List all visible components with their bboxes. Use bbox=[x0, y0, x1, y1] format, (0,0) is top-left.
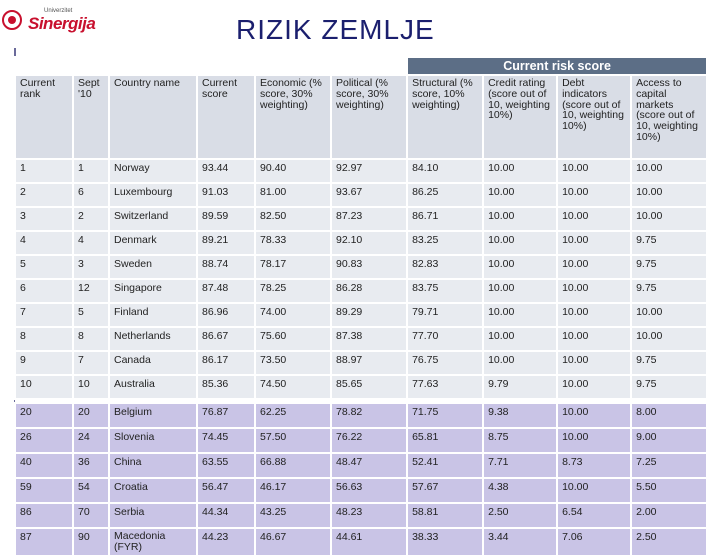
column-header: Current score bbox=[197, 75, 255, 159]
table-cell: 5.50 bbox=[631, 478, 707, 503]
table-cell: 93.67 bbox=[331, 183, 407, 207]
table-cell: 88.74 bbox=[197, 255, 255, 279]
table-row bbox=[15, 428, 707, 453]
table-cell: 79.71 bbox=[407, 303, 483, 327]
table-cell: 10.00 bbox=[557, 327, 631, 351]
table-cell: 89.59 bbox=[197, 207, 255, 231]
table-cell: 38.33 bbox=[407, 528, 483, 556]
table-cell: 54 bbox=[73, 478, 109, 503]
table-cell: 85.65 bbox=[331, 375, 407, 399]
table-cell: 44.23 bbox=[197, 528, 255, 556]
table-cell: 12 bbox=[73, 279, 109, 303]
table-cell: 1 bbox=[15, 159, 73, 183]
table-cell: Finland bbox=[109, 303, 197, 327]
risk-table-container bbox=[14, 56, 706, 557]
table-cell: 8.00 bbox=[631, 403, 707, 428]
table-cell: 10.00 bbox=[557, 351, 631, 375]
table-cell: 7.25 bbox=[631, 453, 707, 478]
table-row bbox=[15, 528, 707, 556]
table-header-row bbox=[15, 75, 707, 159]
table-cell: 8 bbox=[15, 327, 73, 351]
table-cell: 89.29 bbox=[331, 303, 407, 327]
table-cell: 7.71 bbox=[483, 453, 557, 478]
table-cell: China bbox=[109, 453, 197, 478]
table-cell: 7 bbox=[73, 351, 109, 375]
table-cell: 2 bbox=[15, 183, 73, 207]
table-cell: 4 bbox=[73, 231, 109, 255]
table-cell: Macedonia (FYR) bbox=[109, 528, 197, 556]
table-cell: 9.38 bbox=[483, 403, 557, 428]
logo-emblem-icon bbox=[2, 10, 22, 30]
table-cell: 81.00 bbox=[255, 183, 331, 207]
table-cell: 75.60 bbox=[255, 327, 331, 351]
table-row bbox=[15, 375, 707, 399]
table-cell: 85.36 bbox=[197, 375, 255, 399]
band-current-risk-score: Current risk score bbox=[407, 57, 707, 75]
table-cell: 10.00 bbox=[631, 303, 707, 327]
table-cell: 56.47 bbox=[197, 478, 255, 503]
table-cell: 58.81 bbox=[407, 503, 483, 528]
table-cell: 74.00 bbox=[255, 303, 331, 327]
table-cell: 20 bbox=[73, 403, 109, 428]
table-cell: 92.10 bbox=[331, 231, 407, 255]
column-header: Credit rating (score out of 10, weighting 10%) bbox=[483, 75, 557, 159]
table-cell: 20 bbox=[15, 403, 73, 428]
table-cell: Singapore bbox=[109, 279, 197, 303]
table-cell: 83.25 bbox=[407, 231, 483, 255]
table-cell: 70 bbox=[73, 503, 109, 528]
table-cell: 90.83 bbox=[331, 255, 407, 279]
table-cell: 10.00 bbox=[557, 183, 631, 207]
table-cell: 84.10 bbox=[407, 159, 483, 183]
column-header: Political (% score, 30% weighting) bbox=[331, 75, 407, 159]
table-cell: 10.00 bbox=[557, 255, 631, 279]
table-cell: 9.75 bbox=[631, 231, 707, 255]
table-cell: 44.61 bbox=[331, 528, 407, 556]
table-cell: 87 bbox=[15, 528, 73, 556]
table-cell: 7.06 bbox=[557, 528, 631, 556]
table-cell: 86.71 bbox=[407, 207, 483, 231]
table-cell: 63.55 bbox=[197, 453, 255, 478]
table-cell: 3 bbox=[15, 207, 73, 231]
table-cell: 10.00 bbox=[557, 303, 631, 327]
table-cell: Luxembourg bbox=[109, 183, 197, 207]
table-cell: Norway bbox=[109, 159, 197, 183]
column-header: Economic (% score, 30% weighting) bbox=[255, 75, 331, 159]
table-cell: 62.25 bbox=[255, 403, 331, 428]
table-row bbox=[15, 303, 707, 327]
table-row bbox=[15, 503, 707, 528]
table-cell: 3.44 bbox=[483, 528, 557, 556]
table-cell: 9.75 bbox=[631, 351, 707, 375]
table-row bbox=[15, 453, 707, 478]
table-cell: 10.00 bbox=[557, 403, 631, 428]
table-cell: Slovenia bbox=[109, 428, 197, 453]
table-cell: 9.79 bbox=[483, 375, 557, 399]
table-cell: 52.41 bbox=[407, 453, 483, 478]
table-cell: 5 bbox=[73, 303, 109, 327]
table-cell: 56.63 bbox=[331, 478, 407, 503]
table-cell: 10.00 bbox=[483, 351, 557, 375]
table-cell: 10.00 bbox=[557, 375, 631, 399]
table-cell: 2.50 bbox=[631, 528, 707, 556]
column-header: Country name bbox=[109, 75, 197, 159]
table-cell: 10.00 bbox=[483, 231, 557, 255]
table-cell: 26 bbox=[15, 428, 73, 453]
table-cell: 93.44 bbox=[197, 159, 255, 183]
table-row bbox=[15, 159, 707, 183]
band-spacer bbox=[15, 57, 407, 75]
table-cell: 86.96 bbox=[197, 303, 255, 327]
table-cell: 36 bbox=[73, 453, 109, 478]
logo-subtitle: Univerzitet bbox=[44, 8, 73, 14]
table-cell: 57.50 bbox=[255, 428, 331, 453]
table-cell: 8.73 bbox=[557, 453, 631, 478]
table-cell: 10.00 bbox=[483, 183, 557, 207]
table-cell: 10 bbox=[15, 375, 73, 399]
table-cell: 92.97 bbox=[331, 159, 407, 183]
column-header: Structural (% score, 10% weighting) bbox=[407, 75, 483, 159]
table-cell: 10.00 bbox=[631, 207, 707, 231]
table-band-row bbox=[15, 57, 707, 75]
table-cell: 87.48 bbox=[197, 279, 255, 303]
table-cell: 77.70 bbox=[407, 327, 483, 351]
table-cell: 83.75 bbox=[407, 279, 483, 303]
logo-name: Sinergija bbox=[28, 14, 96, 33]
table-cell: 8.75 bbox=[483, 428, 557, 453]
column-header: Access to capital markets (score out of 10, weighting 10%) bbox=[631, 75, 707, 159]
table-cell: 2 bbox=[73, 207, 109, 231]
table-cell: 10 bbox=[73, 375, 109, 399]
table-row bbox=[15, 478, 707, 503]
table-cell: 86.28 bbox=[331, 279, 407, 303]
table-row bbox=[15, 327, 707, 351]
table-cell: Canada bbox=[109, 351, 197, 375]
table-cell: 86.67 bbox=[197, 327, 255, 351]
table-cell: 10.00 bbox=[631, 159, 707, 183]
table-cell: 8 bbox=[73, 327, 109, 351]
table-cell: 76.22 bbox=[331, 428, 407, 453]
table-cell: 78.82 bbox=[331, 403, 407, 428]
table-cell: 73.50 bbox=[255, 351, 331, 375]
table-cell: 10.00 bbox=[557, 279, 631, 303]
table-row bbox=[15, 183, 707, 207]
table-cell: 2.00 bbox=[631, 503, 707, 528]
table-cell: 9.75 bbox=[631, 255, 707, 279]
table-cell: 10.00 bbox=[557, 231, 631, 255]
table-cell: 10.00 bbox=[557, 428, 631, 453]
table-cell: 4 bbox=[15, 231, 73, 255]
table-body bbox=[15, 159, 707, 556]
table-row bbox=[15, 279, 707, 303]
table-cell: 82.83 bbox=[407, 255, 483, 279]
table-cell: Australia bbox=[109, 375, 197, 399]
table-cell: 10.00 bbox=[557, 159, 631, 183]
risk-score-table bbox=[14, 56, 708, 557]
table-cell: 59 bbox=[15, 478, 73, 503]
table-cell: 5 bbox=[15, 255, 73, 279]
table-row bbox=[15, 255, 707, 279]
column-header: Current rank bbox=[15, 75, 73, 159]
table-cell: 78.25 bbox=[255, 279, 331, 303]
table-cell: 76.87 bbox=[197, 403, 255, 428]
table-cell: Serbia bbox=[109, 503, 197, 528]
column-header: Debt indicators (score out of 10, weighting 10%) bbox=[557, 75, 631, 159]
table-cell: 71.75 bbox=[407, 403, 483, 428]
table-cell: Netherlands bbox=[109, 327, 197, 351]
table-cell: 82.50 bbox=[255, 207, 331, 231]
table-cell: 46.67 bbox=[255, 528, 331, 556]
table-cell: 65.81 bbox=[407, 428, 483, 453]
table-cell: 6 bbox=[73, 183, 109, 207]
table-cell: 10.00 bbox=[631, 327, 707, 351]
table-cell: 9.75 bbox=[631, 279, 707, 303]
table-cell: 87.38 bbox=[331, 327, 407, 351]
table-row bbox=[15, 351, 707, 375]
table-cell: 48.47 bbox=[331, 453, 407, 478]
table-cell: 86.25 bbox=[407, 183, 483, 207]
table-cell: Belgium bbox=[109, 403, 197, 428]
table-cell: 78.33 bbox=[255, 231, 331, 255]
table-cell: 10.00 bbox=[483, 159, 557, 183]
table-cell: Switzerland bbox=[109, 207, 197, 231]
table-cell: 88.97 bbox=[331, 351, 407, 375]
table-cell: 87.23 bbox=[331, 207, 407, 231]
table-cell: 1 bbox=[73, 159, 109, 183]
table-cell: 9 bbox=[15, 351, 73, 375]
table-cell: Denmark bbox=[109, 231, 197, 255]
table-cell: 10.00 bbox=[483, 327, 557, 351]
table-cell: 74.50 bbox=[255, 375, 331, 399]
table-cell: 10.00 bbox=[483, 303, 557, 327]
table-cell: 10.00 bbox=[483, 279, 557, 303]
table-cell: 7 bbox=[15, 303, 73, 327]
table-cell: 9.75 bbox=[631, 375, 707, 399]
table-cell: 46.17 bbox=[255, 478, 331, 503]
page-title: RIZIK ZEMLJE bbox=[236, 14, 435, 45]
table-cell: 43.25 bbox=[255, 503, 331, 528]
table-cell: 10.00 bbox=[483, 207, 557, 231]
table-cell: 74.45 bbox=[197, 428, 255, 453]
table-cell: 6.54 bbox=[557, 503, 631, 528]
table-cell: 76.75 bbox=[407, 351, 483, 375]
table-cell: 44.34 bbox=[197, 503, 255, 528]
university-logo bbox=[2, 6, 98, 36]
table-row bbox=[15, 231, 707, 255]
table-cell: 86.17 bbox=[197, 351, 255, 375]
table-cell: 10.00 bbox=[557, 478, 631, 503]
table-cell: 9.00 bbox=[631, 428, 707, 453]
table-cell: 78.17 bbox=[255, 255, 331, 279]
table-cell: 91.03 bbox=[197, 183, 255, 207]
table-cell: 10.00 bbox=[483, 255, 557, 279]
table-cell: 48.23 bbox=[331, 503, 407, 528]
table-cell: 10.00 bbox=[631, 183, 707, 207]
table-row bbox=[15, 403, 707, 428]
table-cell: 4.38 bbox=[483, 478, 557, 503]
table-cell: 89.21 bbox=[197, 231, 255, 255]
table-cell: 3 bbox=[73, 255, 109, 279]
table-cell: 40 bbox=[15, 453, 73, 478]
table-cell: 10.00 bbox=[557, 207, 631, 231]
column-header: Sept '10 bbox=[73, 75, 109, 159]
table-cell: Sweden bbox=[109, 255, 197, 279]
table-row bbox=[15, 207, 707, 231]
table-cell: Croatia bbox=[109, 478, 197, 503]
table-cell: 66.88 bbox=[255, 453, 331, 478]
table-cell: 90.40 bbox=[255, 159, 331, 183]
table-cell: 24 bbox=[73, 428, 109, 453]
table-cell: 90 bbox=[73, 528, 109, 556]
table-cell: 57.67 bbox=[407, 478, 483, 503]
table-cell: 6 bbox=[15, 279, 73, 303]
table-cell: 2.50 bbox=[483, 503, 557, 528]
table-cell: 86 bbox=[15, 503, 73, 528]
table-cell: 77.63 bbox=[407, 375, 483, 399]
